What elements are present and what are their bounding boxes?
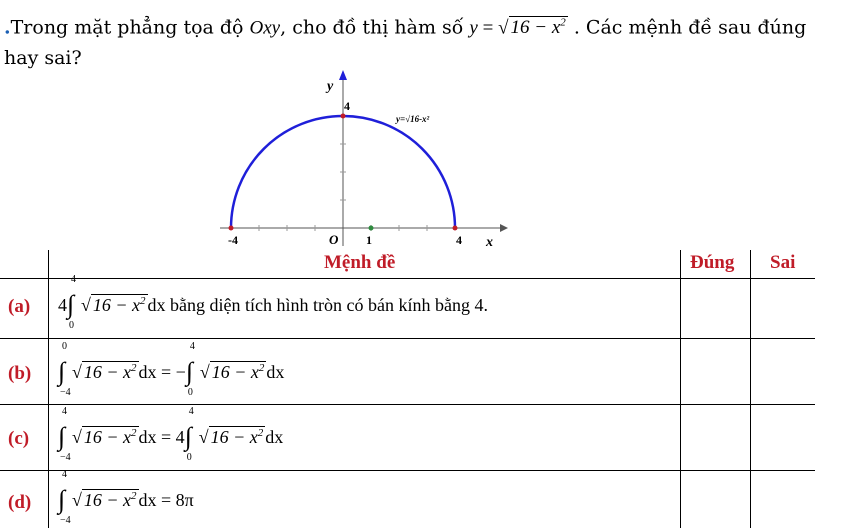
row-label-a: (a) — [8, 296, 31, 317]
answer-false-c[interactable] — [751, 405, 815, 470]
integral-sign: ∫ 4 −4 — [58, 405, 71, 463]
y-tick-4-label: 4 — [344, 99, 350, 113]
header-true: Đúng — [690, 252, 735, 273]
integral-sign: ∫ 4 −4 — [58, 468, 71, 526]
answer-true-d[interactable] — [681, 471, 750, 528]
function-equals: = — [477, 17, 499, 39]
tick-neg4-label: -4 — [228, 233, 238, 247]
header-false: Sai — [770, 252, 796, 273]
sqrt-sign: √ — [498, 17, 509, 39]
answer-true-c[interactable] — [681, 405, 750, 470]
integral-sign: ∫ 4 0 — [184, 405, 194, 463]
answer-false-b[interactable] — [751, 339, 815, 404]
answer-false-d[interactable] — [751, 471, 815, 528]
origin-label: O — [329, 232, 339, 247]
point-neg4 — [229, 226, 234, 231]
answer-true-a[interactable] — [681, 279, 750, 338]
question-text — [4, 8, 834, 73]
curve-label: y=√16-x² — [396, 114, 430, 124]
x-axis-arrow — [500, 224, 508, 232]
x-axis-label: x — [486, 235, 493, 250]
statement-d: ∫ 4 −4 √ $16 - x^2$ dx = 8π — [58, 468, 194, 526]
question-after: . Các mệnh đề sau đúng — [567, 16, 807, 39]
function-graph — [210, 66, 510, 256]
question-oxy: Oxy — [249, 17, 281, 39]
integral-sign: ∫ 4 0 — [67, 273, 76, 331]
question-bullet: . — [4, 16, 11, 39]
tick-1-label: 1 — [366, 233, 372, 247]
integral-sign: ∫ 4 0 — [185, 340, 195, 398]
statement-b: ∫ 0 −4 √ $16 - x^2$ dx = − ∫ 4 0 √ $16 - x^2$ dx — [58, 340, 285, 398]
statement-c: ∫ 4 −4 √ $16 - x^2$ dx = 4 ∫ 4 0 √ $16 - x^2$ dx — [58, 405, 284, 463]
table-rule — [48, 250, 49, 528]
answer-false-a[interactable] — [751, 279, 815, 338]
integral-sign: ∫ 0 −4 — [58, 340, 71, 398]
row-label-b: (b) — [8, 363, 32, 384]
question-line2: hay sai? — [4, 47, 82, 70]
statement-a: 4 ∫ 4 0 √ $16 - x^2$ dx bằng diện tích hình tròn có bán kính bằng 4. — [58, 273, 488, 331]
question-intro: Trong mặt phẳng tọa độ — [10, 16, 250, 39]
point-1 — [369, 226, 374, 231]
function-radicand: $16 - x^2$ — [510, 17, 566, 39]
y-axis-arrow — [339, 70, 347, 80]
y-axis-label: y — [327, 79, 334, 94]
row-label-c: (c) — [8, 428, 30, 449]
question-middle: , cho đồ thị hàm số — [280, 16, 470, 39]
statements-table — [0, 250, 841, 528]
tick-4-label: 4 — [456, 233, 462, 247]
point-top — [341, 114, 346, 119]
header-statement: Mệnh đề — [324, 252, 396, 273]
point-4 — [453, 226, 458, 231]
row-label-d: (d) — [8, 492, 32, 513]
function-lhs: y — [469, 17, 478, 39]
answer-true-b[interactable] — [681, 339, 750, 404]
